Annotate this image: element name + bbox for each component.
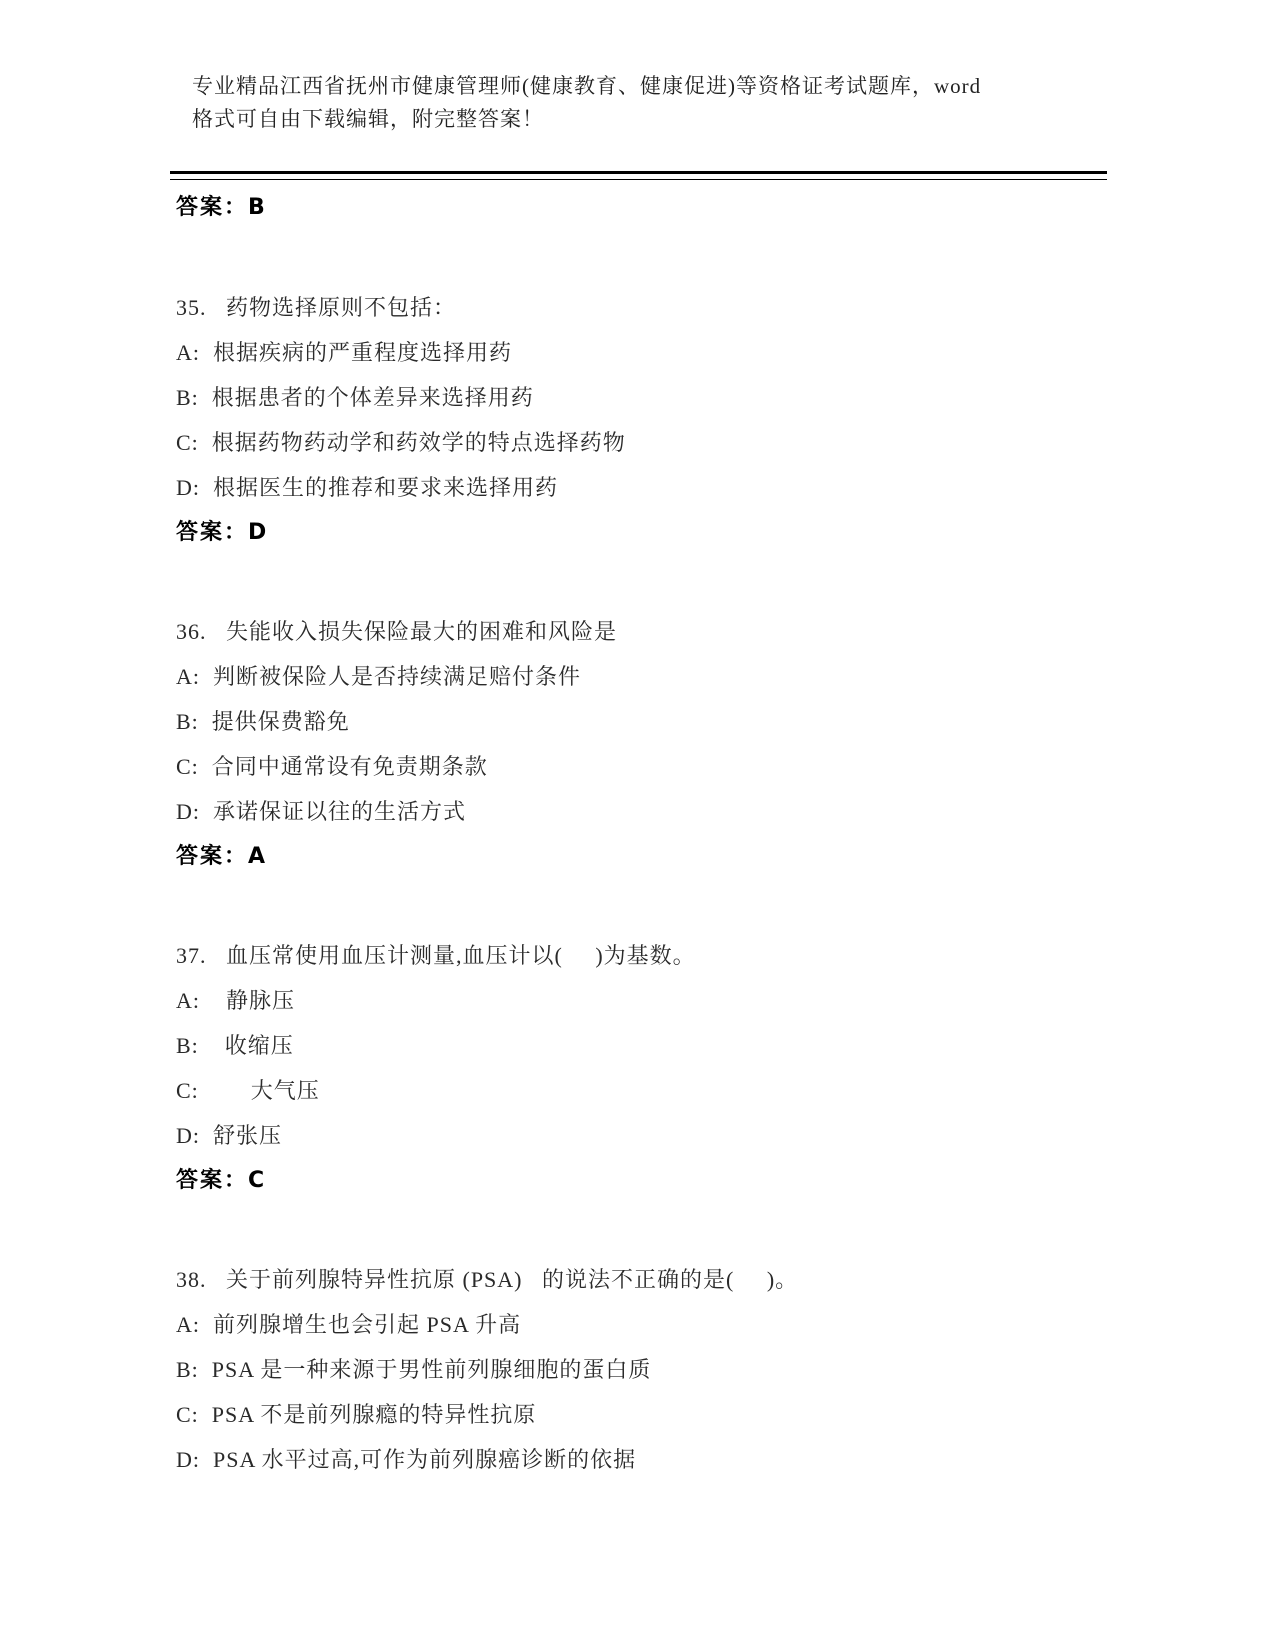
question-title: 38. 关于前列腺特异性抗原 (PSA) 的说法不正确的是( )。 <box>176 1267 799 1292</box>
answer-line: 答案：A <box>176 844 268 869</box>
option-a: A: 判断被保险人是否持续满足赔付条件 <box>176 664 582 689</box>
header-divider <box>170 171 1107 180</box>
option-d: D: 根据医生的推荐和要求来选择用药 <box>176 475 559 500</box>
option-c: C: 合同中通常设有免责期条款 <box>176 754 488 779</box>
question-title: 35. 药物选择原则不包括： <box>176 295 457 320</box>
question-title: 36. 失能收入损失保险最大的困难和风险是 <box>176 619 618 644</box>
header-line-2: 格式可自由下载编辑，附完整答案！ <box>192 107 544 131</box>
question-title: 37. 血压常使用血压计测量,血压计以( )为基数。 <box>176 943 696 968</box>
question-block-37 <box>176 933 1126 1203</box>
option-d: D: 舒张压 <box>176 1123 283 1148</box>
option-a: A: 前列腺增生也会引起 PSA 升高 <box>176 1312 522 1337</box>
question-block-38 <box>176 1257 1126 1482</box>
question-block-35 <box>176 285 1126 555</box>
document-header <box>192 70 1127 136</box>
document-body <box>176 185 1126 1482</box>
option-b: B: PSA 是一种来源于男性前列腺细胞的蛋白质 <box>176 1357 652 1382</box>
option-b: B: 提供保费豁免 <box>176 709 350 734</box>
option-c: C: PSA 不是前列腺瘾的特异性抗原 <box>176 1402 537 1427</box>
answer-line: 答案：D <box>176 520 269 545</box>
option-b: B: 根据患者的个体差异来选择用药 <box>176 385 534 410</box>
header-line-1: 专业精品江西省抚州市健康管理师(健康教育、健康促进)等资格证考试题库，word <box>192 74 982 98</box>
answer-line: 答案：C <box>176 1168 267 1193</box>
option-d: D: 承诺保证以往的生活方式 <box>176 799 467 824</box>
option-a: A: 根据疾病的严重程度选择用药 <box>176 340 513 365</box>
option-d: D: PSA 水平过高,可作为前列腺癌诊断的依据 <box>176 1447 637 1472</box>
answer-line-previous: 答案：B <box>176 195 267 220</box>
question-block-36 <box>176 609 1126 879</box>
option-b: B: 收缩压 <box>176 1033 294 1058</box>
option-c: C: 大气压 <box>176 1078 320 1103</box>
option-a: A: 静脉压 <box>176 988 296 1013</box>
option-c: C: 根据药物药动学和药效学的特点选择药物 <box>176 430 626 455</box>
